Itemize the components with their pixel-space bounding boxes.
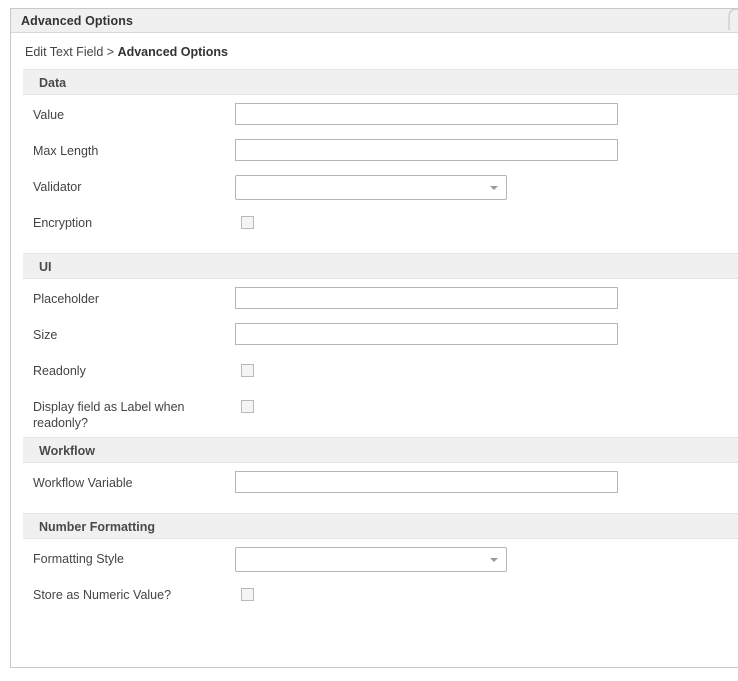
section-body-data — [11, 95, 738, 253]
max-length-input[interactable] — [235, 139, 618, 161]
label-formatting-style: Formatting Style — [33, 552, 125, 566]
value-input[interactable] — [235, 103, 618, 125]
encryption-checkbox[interactable] — [241, 216, 254, 229]
breadcrumb-current: Advanced Options — [117, 45, 228, 59]
label-size: Size — [33, 328, 58, 342]
label-display-as-label: Display field as Label when readonly? — [33, 400, 185, 430]
section-body-ui — [11, 279, 738, 437]
label-placeholder: Placeholder — [33, 292, 100, 306]
size-input[interactable] — [235, 323, 618, 345]
form-row-size — [11, 323, 738, 359]
readonly-checkbox[interactable] — [241, 364, 254, 377]
control-placeholder — [235, 287, 738, 309]
dialog-titlebar — [11, 9, 738, 33]
form-row-formatting-style — [11, 547, 738, 583]
control-max-length — [235, 139, 738, 161]
label-store-as-numeric: Store as Numeric Value? — [33, 588, 172, 602]
control-size — [235, 323, 738, 345]
form-row-encryption — [11, 211, 738, 247]
breadcrumb-separator: > — [106, 45, 115, 59]
formatting-style-select-wrap — [235, 547, 507, 572]
form-row-display-as-label — [11, 395, 738, 431]
control-value — [235, 103, 738, 125]
breadcrumb — [11, 33, 738, 69]
form-row-value — [11, 103, 738, 139]
label-validator: Validator — [33, 180, 82, 194]
section-workflow — [11, 437, 738, 513]
label-workflow-variable: Workflow Variable — [33, 476, 133, 490]
section-header-ui: UI — [23, 253, 738, 279]
section-header-data: Data — [23, 69, 738, 95]
section-header-workflow: Workflow — [23, 437, 738, 463]
dialog-corner-decoration — [728, 8, 738, 30]
formatting-style-select[interactable] — [235, 547, 507, 572]
control-readonly — [235, 359, 738, 377]
form-row-store-as-numeric — [11, 583, 738, 619]
control-validator — [235, 175, 738, 200]
workflow-variable-input[interactable] — [235, 471, 618, 493]
section-body-number-formatting — [11, 539, 738, 625]
section-body-workflow — [11, 463, 738, 513]
label-max-length: Max Length — [33, 144, 99, 158]
form-row-placeholder — [11, 287, 738, 323]
validator-select[interactable] — [235, 175, 507, 200]
placeholder-input[interactable] — [235, 287, 618, 309]
section-data — [11, 69, 738, 253]
dialog-title: Advanced Options — [21, 13, 134, 28]
section-number-formatting — [11, 513, 738, 625]
label-value: Value — [33, 108, 65, 122]
control-encryption — [235, 211, 738, 229]
label-readonly: Readonly — [33, 364, 86, 378]
store-as-numeric-checkbox[interactable] — [241, 588, 254, 601]
label-encryption: Encryption — [33, 216, 93, 230]
section-ui — [11, 253, 738, 437]
control-workflow-variable — [235, 471, 738, 493]
form-row-validator — [11, 175, 738, 211]
form-row-readonly — [11, 359, 738, 395]
display-as-label-checkbox[interactable] — [241, 400, 254, 413]
corner-arc-icon — [728, 8, 738, 30]
control-store-as-numeric — [235, 583, 738, 601]
control-display-as-label — [235, 395, 738, 413]
form-row-workflow-variable — [11, 471, 738, 507]
form-row-max-length — [11, 139, 738, 175]
control-formatting-style — [235, 547, 738, 572]
validator-select-wrap — [235, 175, 507, 200]
advanced-options-dialog — [10, 8, 738, 668]
breadcrumb-parent[interactable]: Edit Text Field — [25, 45, 104, 59]
section-header-number-formatting: Number Formatting — [23, 513, 738, 539]
